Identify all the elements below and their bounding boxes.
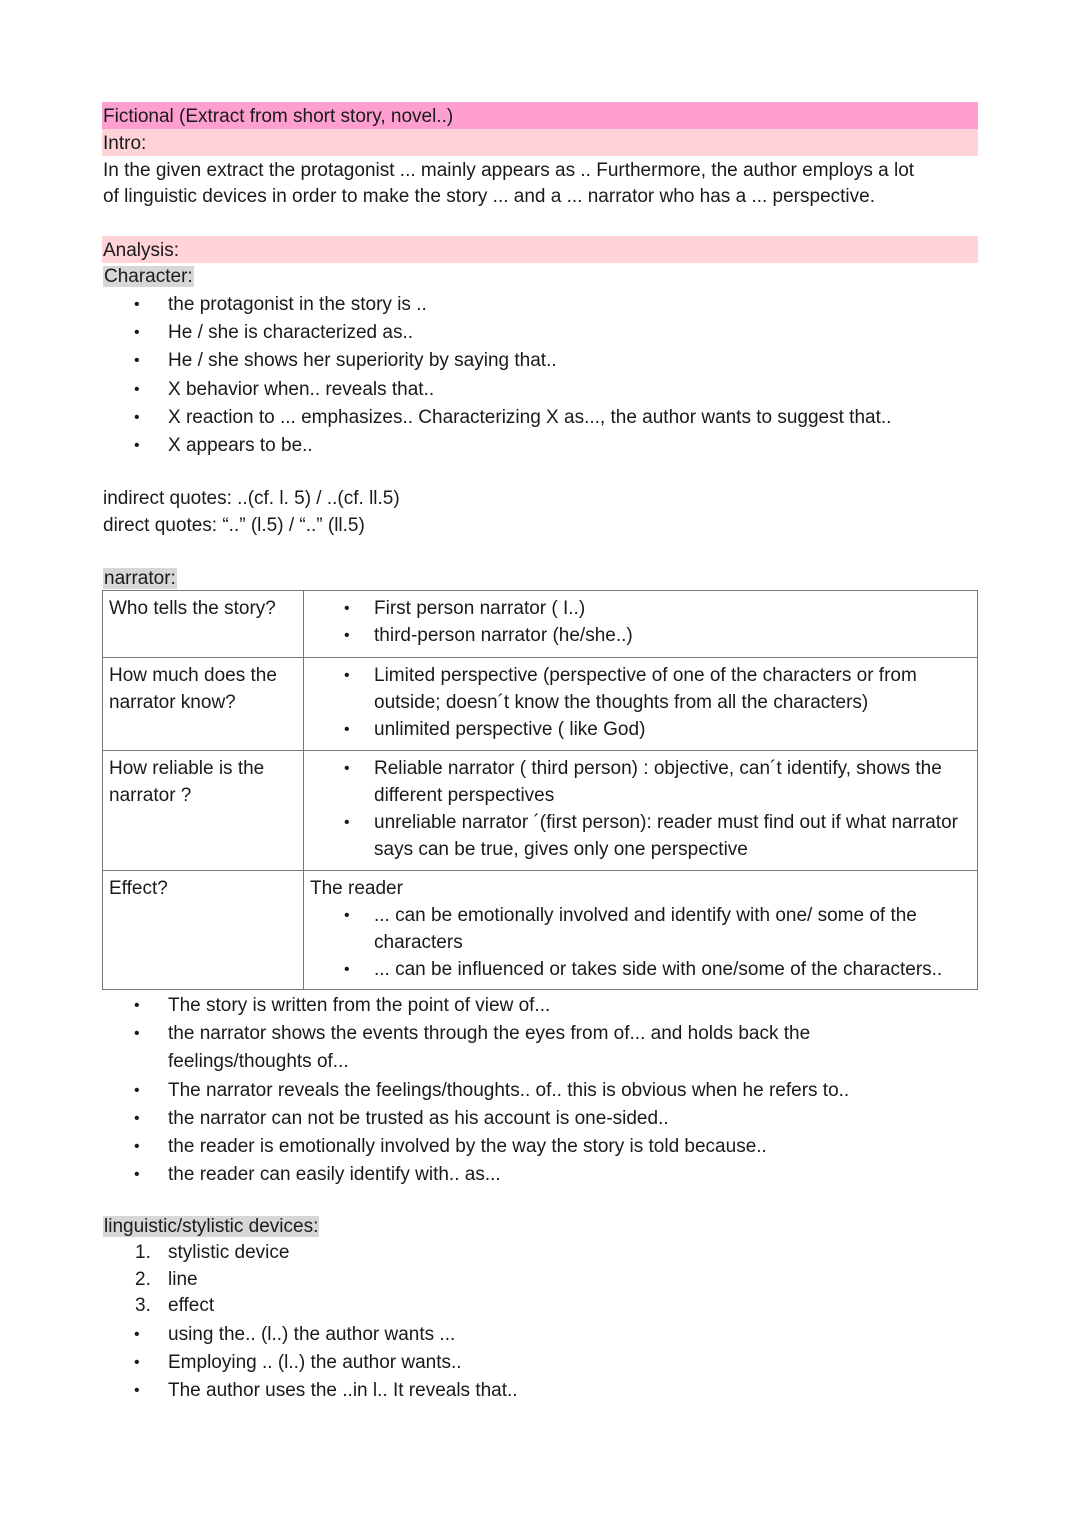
list-item: • the reader can easily identify with.. as... [130,1161,888,1189]
list-item: • the narrator shows the events through the eyes from of... and holds back the feelings/thoughts of... [130,1020,888,1076]
list-item: • X appears to be.. [130,432,891,460]
table-answer-intro: The reader [310,878,403,899]
list-item: • the narrator can not be trusted as his account is one-sided.. [130,1105,888,1133]
table-row [103,658,978,751]
character-bullet-list [130,291,891,460]
list-item: • ... can be emotionally involved and identify with one/ some of the characters [310,902,971,956]
table-question: Effect? [103,871,304,990]
list-item: • ... can be influenced or takes side with one/some of the characters.. [310,956,971,983]
analysis-highlight [102,236,978,263]
list-text: stylistic device [168,1242,290,1263]
list-item: • X behavior when.. reveals that.. [130,376,891,404]
narrator-heading-wrap [103,566,177,592]
list-item [130,1293,289,1320]
list-item: • unreliable narrator ´(first person): reader must find out if what narrator says can be true, gives only one perspective [310,809,971,863]
linguistic-heading-wrap [103,1214,319,1240]
table-question: How reliable is the narrator ? [103,751,304,871]
indirect-quotes: indirect quotes: ..(cf. l. 5) / ..(cf. ll.5) [103,488,400,509]
list-item: • using the.. (l..) the author wants ... [130,1321,518,1349]
table-row [103,871,978,990]
table-question: How much does the narrator know? [103,658,304,751]
fictional-heading: Fictional (Extract from short story, novel..) [103,106,454,127]
table-answer-cell [304,751,978,871]
list-item: • The author uses the ..in l.. It reveals that.. [130,1377,518,1405]
list-item [130,1240,289,1267]
list-item: • Reliable narrator ( third person) : objective, can´t identify, shows the different perspectives [310,755,971,809]
table-answer-cell [304,591,978,658]
narrator-heading: narrator: [104,568,176,589]
narrator-table [102,590,978,990]
list-item: • He / she is characterized as.. [130,319,891,347]
table-row [103,751,978,871]
table-answer-cell [304,871,978,990]
linguistic-numbered-list [130,1240,289,1320]
direct-quotes: direct quotes: “..” (l.5) / “..” (ll.5) [103,515,365,536]
list-number: 1. [135,1242,151,1263]
list-item: • X reaction to ... emphasizes.. Characterizing X as..., the author wants to suggest that.. [130,404,891,432]
table-row [103,591,978,658]
list-number: 2. [135,1268,151,1290]
list-number: 3. [135,1295,151,1316]
character-heading: Character: [104,266,193,287]
list-item: • He / she shows her superiority by saying that.. [130,347,891,375]
narrator-bullet-list [130,992,888,1189]
list-item [130,1267,289,1294]
list-text: line [168,1268,198,1290]
intro-heading: Intro: [103,133,147,154]
table-answer-cell [304,658,978,751]
list-item: • third-person narrator (he/she..) [310,622,971,649]
character-heading-wrap [103,264,194,290]
list-item: • The narrator reveals the feelings/thoughts.. of.. this is obvious when he refers to.. [130,1077,888,1105]
intro-line-2: of linguistic devices in order to make the story ... and a ... narrator who has a ... perspective. [103,186,875,207]
list-item: • Limited perspective (perspective of one of the characters or from outside; doesn´t know the thoughts from all the characters) [310,662,971,716]
list-item: • Employing .. (l..) the author wants.. [130,1349,518,1377]
list-item: • First person narrator ( I..) [310,595,971,622]
intro-line-1: In the given extract the protagonist ... mainly appears as .. Furthermore, the author employs a lot [103,160,915,181]
linguistic-heading: linguistic/stylistic devices: [104,1216,319,1237]
list-item: • the reader is emotionally involved by the way the story is told because.. [130,1133,888,1161]
table-question: Who tells the story? [103,591,304,658]
intro-highlight [102,129,978,156]
list-text: effect [168,1295,215,1316]
linguistic-bullet-list [130,1321,518,1406]
list-item: • unlimited perspective ( like God) [310,716,971,743]
analysis-heading: Analysis: [103,240,180,261]
list-item: • The story is written from the point of view of... [130,992,888,1020]
list-item: • the protagonist in the story is .. [130,291,891,319]
